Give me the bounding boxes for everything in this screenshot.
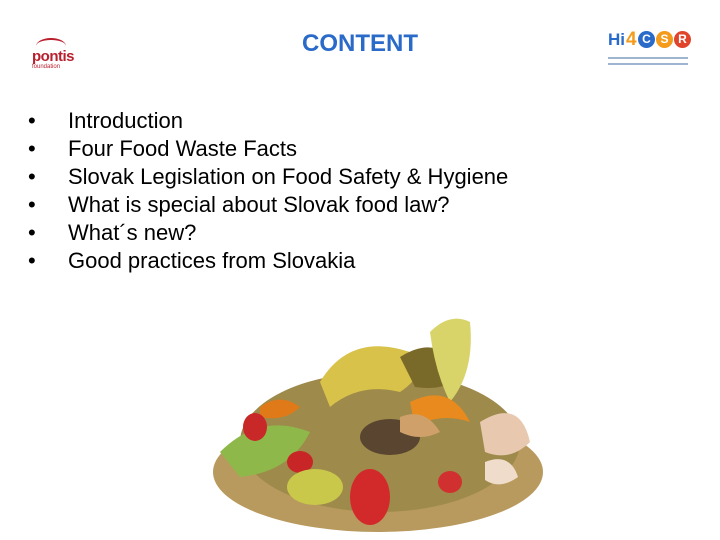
list-item-text: Good practices from Slovakia (68, 248, 356, 273)
list-item-text: Slovak Legislation on Food Safety & Hygiene (68, 164, 509, 189)
bullet-icon: • (28, 108, 36, 133)
list-item (28, 192, 508, 220)
list-item (28, 248, 508, 276)
hi4csr-letter-c: C (638, 31, 655, 48)
strawberry (350, 469, 390, 525)
list-item (28, 108, 508, 136)
bullet-icon: • (28, 192, 36, 217)
list-item-text: What´s new? (68, 220, 197, 245)
hi4csr-tagline-line (608, 63, 688, 65)
list-item-text: Four Food Waste Facts (68, 136, 298, 161)
bullet-icon: • (28, 136, 36, 161)
hi4csr-tagline-line (608, 57, 688, 59)
list-item (28, 136, 508, 164)
strawberry (438, 471, 462, 493)
bullet-icon: • (28, 164, 36, 189)
food-waste-pile-image (200, 312, 555, 537)
list-item-text: Introduction (68, 108, 183, 133)
bullet-icon: • (28, 248, 36, 273)
apple-peel (287, 469, 343, 505)
bullet-icon: • (28, 220, 36, 245)
strawberry (243, 413, 267, 441)
pontis-logo-subtext: foundation (32, 64, 61, 70)
list-item-text: What is special about Slovak food law? (68, 192, 450, 217)
content-list (28, 108, 508, 276)
pontis-logo-text: pontis (32, 48, 74, 65)
slide-title: CONTENT (302, 30, 418, 57)
list-item (28, 220, 508, 248)
hi4csr-letter-s: S (656, 31, 673, 48)
hi4csr-letter-r: R (674, 31, 691, 48)
hi4csr-logo (606, 30, 690, 72)
list-item (28, 164, 508, 192)
hi4csr-number: 4 (626, 29, 637, 50)
hi4csr-prefix: Hi (608, 30, 625, 49)
